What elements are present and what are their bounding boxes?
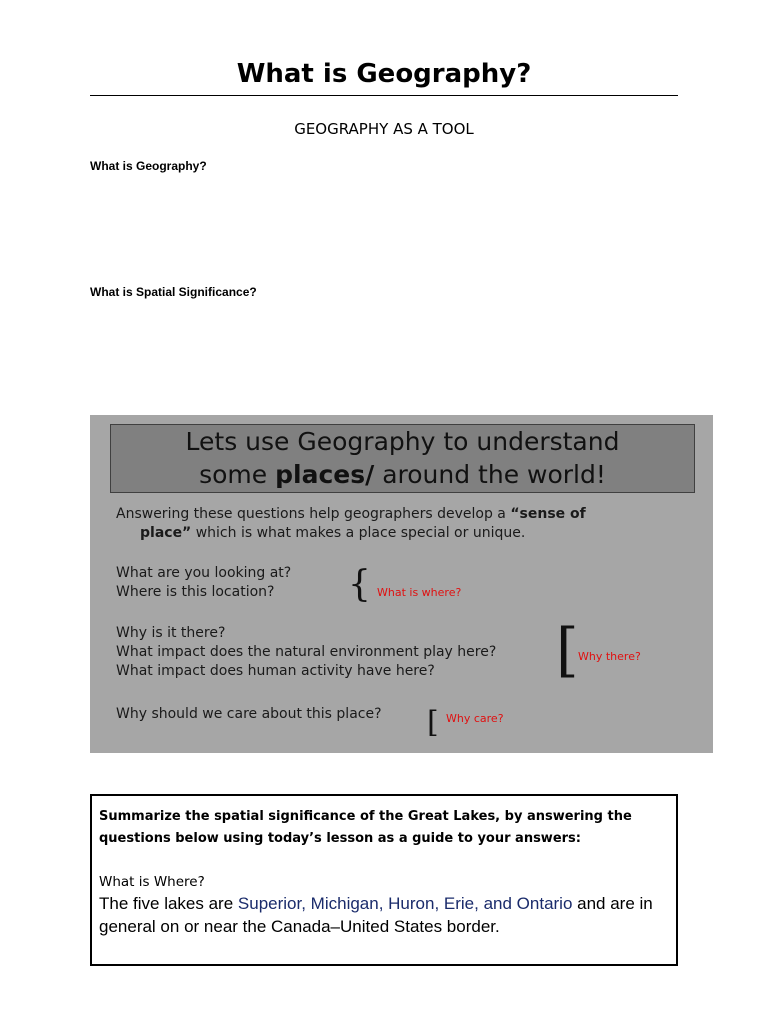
answer-start: The five lakes are xyxy=(99,894,238,913)
intro-end: which is what makes a place special or unique. xyxy=(191,525,526,541)
answer-lake-names: Superior, Michigan, Huron, Erie, and Ontario xyxy=(237,894,573,913)
slide-group-3 xyxy=(116,705,382,724)
question-what-is-geography: What is Geography? xyxy=(90,159,207,173)
answer-end: and are in general on or near the Canada–United States border. xyxy=(99,894,653,936)
page-subtitle: GEOGRAPHY AS A TOOL xyxy=(294,120,474,138)
page-title: What is Geography? xyxy=(236,59,532,89)
slide-group-2 xyxy=(116,624,496,681)
slide-intro-text xyxy=(116,505,586,543)
slide-banner xyxy=(110,424,695,493)
brace-icon: { xyxy=(348,564,371,605)
banner-line-2 xyxy=(111,458,694,491)
lesson-slide-image xyxy=(90,415,713,753)
label-what-is-where: What is where? xyxy=(377,586,462,599)
question-spatial-significance: What is Spatial Significance? xyxy=(90,285,257,299)
slide-question: Why is it there? xyxy=(116,625,226,641)
summary-heading: Summarize the spatial significance of the Great Lakes, by answering the questions below using today’s lesson as a guide to your answers: xyxy=(99,809,632,846)
summary-box xyxy=(90,794,678,966)
banner-line-1: Lets use Geography to understand xyxy=(185,427,620,456)
intro-start: Answering these questions help geographers develop a xyxy=(116,506,511,522)
label-why-there: Why there? xyxy=(578,650,641,663)
banner-line-2-start: some xyxy=(199,460,276,489)
banner-line-2-end: around the world! xyxy=(374,460,606,489)
slide-question: What are you looking at? xyxy=(116,565,292,581)
intro-bold-2: place” xyxy=(140,525,192,541)
summary-answer xyxy=(99,892,674,938)
slide-question: What impact does the natural environment play here? xyxy=(116,644,497,660)
slide-question: What impact does human activity have here? xyxy=(116,663,435,679)
intro-bold-1: “sense of xyxy=(510,506,586,522)
title-divider xyxy=(90,95,678,96)
summary-label-what-is-where: What is Where? xyxy=(99,874,205,890)
slide-question: Where is this location? xyxy=(116,584,275,600)
label-why-care: Why care? xyxy=(446,712,504,725)
slide-question: Why should we care about this place? xyxy=(116,706,382,722)
brace-icon: [ xyxy=(556,616,579,684)
slide-group-1 xyxy=(116,564,291,602)
brace-icon: [ xyxy=(427,705,439,740)
banner-line-2-bold: places/ xyxy=(275,460,375,489)
